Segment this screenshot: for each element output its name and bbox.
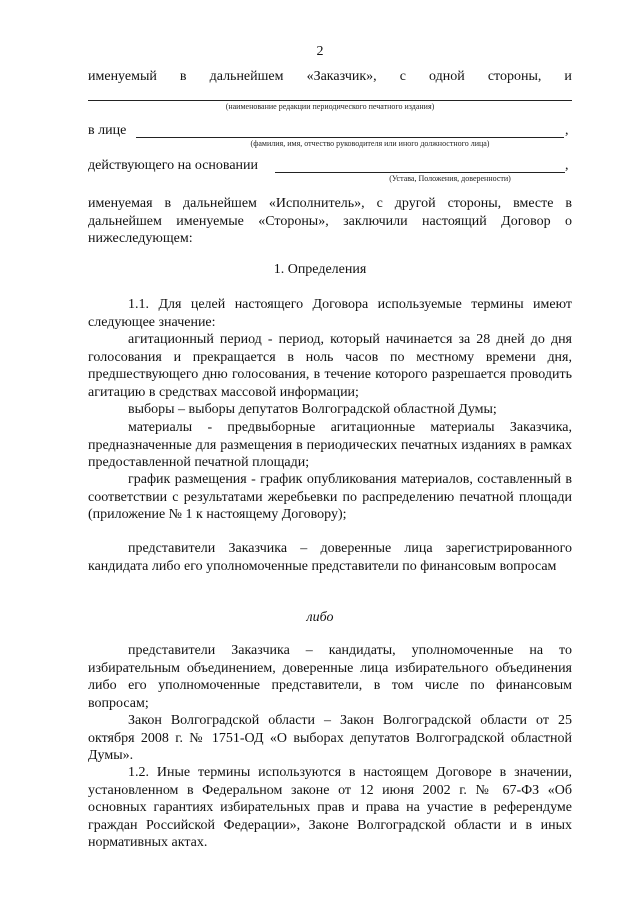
publisher-name-blank xyxy=(88,100,572,101)
clause-1-1: 1.1. Для целей настоящего Договора используемые термины имеют следующее значение: xyxy=(88,297,572,330)
definition-agitation-period: агитационный период - период, который начинается за 28 дней до дня голосования и прекращается в ноль часов по местному времени дня, предшествующего дню голосования, в течение которого разрешается проводить агитацию в средствах массовой информации; xyxy=(88,332,572,400)
person-name-caption: (фамилия, имя, отчество руководителя или иного должностного лица) xyxy=(250,139,490,148)
in-person-label: в лице xyxy=(88,123,127,138)
page-number: 2 xyxy=(316,44,324,59)
person-name-blank xyxy=(136,137,564,138)
intro-word: и xyxy=(564,69,572,84)
contractor-intro-paragraph: именуемая в дальнейшем «Исполнитель», с другой стороны, вместе в дальнейшем именуемые «Стороны», заключили настоящий Договор о нижеследующем: xyxy=(88,196,572,246)
intro-word: именуемый xyxy=(88,69,157,84)
intro-word: стороны, xyxy=(487,69,542,84)
intro-word: одной xyxy=(429,69,465,84)
intro-word: дальнейшем xyxy=(209,69,284,84)
intro-word: с xyxy=(399,69,406,84)
comma: , xyxy=(565,123,569,138)
definition-elections: выборы – выборы депутатов Волгоградской областной Думы; xyxy=(128,402,497,417)
intro-word: «Заказчик», xyxy=(306,69,377,84)
acting-basis-label: действующего на основании xyxy=(88,158,259,173)
publisher-name-caption: (наименование редакции периодического печатного издания) xyxy=(225,102,435,111)
customer-intro-line xyxy=(88,69,572,85)
basis-document-blank xyxy=(275,172,565,173)
definition-materials: материалы - предвыборные агитационные материалы Заказчика, предназначенные для размещения в периодических печатных изданиях в рамках предоставленной печатной площади; xyxy=(88,420,572,470)
definition-placement-schedule: график размещения - график опубликования материалов, составленный в соответствии с результатами жеребьевки по распределению печатной площади (приложение № 1 к настоящему Договору); xyxy=(88,472,572,522)
or-separator: либо xyxy=(306,610,334,625)
intro-word: в xyxy=(179,69,187,84)
definition-regional-law: Закон Волгоградской области – Закон Волгоградской области от 25 октября 2008 г. № 1751-ОД «О выборах депутатов Волгоградской областной Думы». xyxy=(88,713,572,763)
clause-1-2: 1.2. Иные термины используются в настоящем Договоре в значении, установленном в Федеральном законе от 12 июня 2002 г. № 67-ФЗ «Об основных гарантиях избирательных прав и права на участие в референдуме граждан Российской Федерации», Законе Волгоградской области и в иных нормативных актах. xyxy=(88,765,572,850)
definition-representatives-b: представители Заказчика – кандидаты, уполномоченные на то избирательным объединением, доверенные лица избирательного объединения либо его уполномоченные представители, в том числе по финансовым вопросам; xyxy=(88,643,572,711)
comma: , xyxy=(565,158,569,173)
basis-document-caption: (Устава, Положения, доверенности) xyxy=(389,174,511,183)
definition-representatives-a: представители Заказчика – доверенные лица зарегистрированного кандидата либо его уполномоченные представители по финансовым вопросам xyxy=(88,541,572,574)
section-title: 1. Определения xyxy=(273,262,367,277)
